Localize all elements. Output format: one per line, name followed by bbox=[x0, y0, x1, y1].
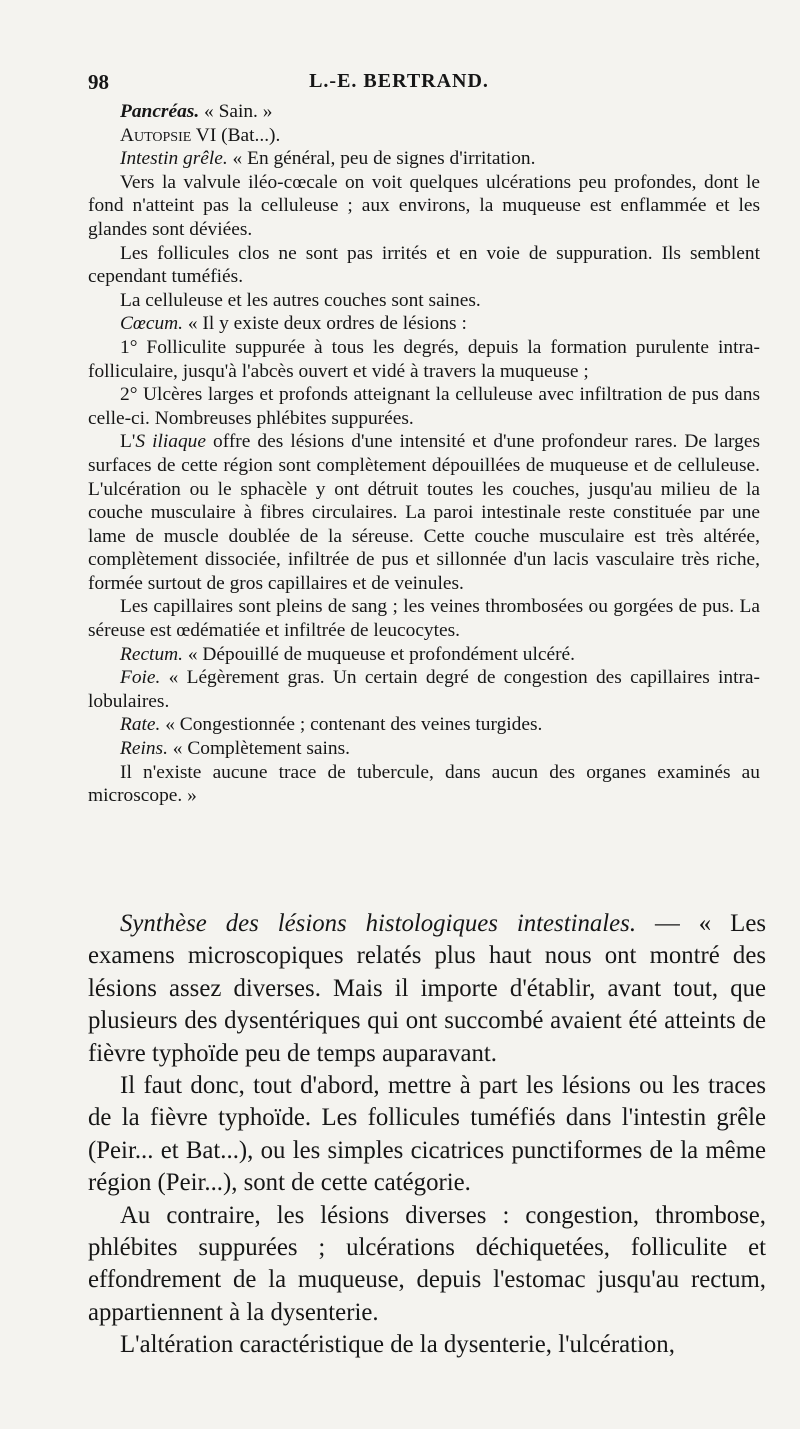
organ-heading: Rectum. bbox=[120, 643, 183, 665]
text-run: « Congestionnée ; contenant des veines turgides. bbox=[160, 714, 543, 736]
text-run: « Dépouillé de muqueuse et profondément ulcéré. bbox=[183, 643, 575, 665]
organ-heading: Rate. bbox=[120, 714, 161, 736]
text-run: offre des lésions d'une intensité et d'une profondeur rares. De larges surfaces de cette région sont complètement dépouillées de muqueuse et de celluleuse. L'ulcération ou le sphacèle y ont détruit toutes les couches, jusqu'au milieu de la couche musculaire à fibres circulaires. La paroi intestinale reste constituée par une lame de muscle doublée de la séreuse. Cette couche musculaire est très altérée, complètement dissociée, infiltrée de pus et sillonnée d'un lacis vasculaire très riche, formée surtout de gros capillaires et de veinules. bbox=[88, 431, 760, 594]
page-header bbox=[88, 70, 710, 98]
organ-heading: Reins. bbox=[120, 738, 168, 760]
paragraph: Au contraire, les lésions diverses : congestion, thrombose, phlébites suppurées ; ulcérations déchiquetées, folliculite et effondrement de la muqueuse, depuis l'estomac jusqu'au rectum, appartiennent à la dysenterie. bbox=[88, 1201, 766, 1326]
paragraph bbox=[88, 124, 760, 148]
paragraph bbox=[88, 713, 760, 737]
text-run: « Complètement sains. bbox=[167, 738, 350, 760]
paragraph bbox=[88, 643, 760, 667]
text-run: « Sain. » bbox=[199, 101, 273, 122]
organ-heading: S iliaque bbox=[135, 431, 206, 453]
running-head: L.-E. BERTRAND. bbox=[309, 70, 489, 92]
paragraph: 2° Ulcères larges et profonds atteignant la celluleuse avec infiltration de pus dans celle-ci. Nombreuses phlébites suppurées. bbox=[88, 384, 760, 429]
text-run: « Il y existe deux ordres de lésions : bbox=[183, 313, 467, 335]
paragraph: Les follicules clos ne sont pas irrités et en voie de suppuration. Ils semblent cependant tuméfiés. bbox=[88, 242, 760, 288]
organ-heading: Pancréas. bbox=[120, 101, 200, 122]
paragraph: Il n'existe aucune trace de tubercule, dans aucun des organes examinés au microscope. » bbox=[88, 761, 760, 807]
paragraph: Les capillaires sont pleins de sang ; les veines thrombosées ou gorgées de pus. La séreuse est œdématiée et infiltrée de leucocytes. bbox=[88, 596, 760, 642]
text-run: « Légèrement gras. Un certain degré de congestion des capillaires intra-lobulaires. bbox=[88, 667, 760, 712]
paragraph bbox=[88, 100, 760, 124]
autopsy-report-text bbox=[88, 100, 760, 808]
paragraph: L'altération caractéristique de la dysenterie, l'ulcération, bbox=[120, 1331, 675, 1359]
paragraph: La celluleuse et les autres couches sont saines. bbox=[120, 289, 481, 311]
organ-heading: Cœcum. bbox=[120, 313, 184, 335]
paragraph bbox=[88, 737, 760, 761]
paragraph bbox=[88, 312, 760, 336]
page-number: 98 bbox=[88, 70, 109, 94]
autopsy-heading: Autopsie bbox=[120, 124, 192, 146]
synthesis-section bbox=[88, 908, 766, 1362]
text-run: — « Les examens microscopiques relatés plus haut nous ont montré des lésions assez diverses. Mais il importe d'établir, avant tout, que plusieurs des dysentériques qui ont succombé avaient été atteints de fièvre typhoïde peu de temps auparavant. bbox=[88, 910, 766, 1067]
organ-heading: Intestin grêle. bbox=[120, 148, 228, 170]
text-run: L' bbox=[120, 431, 136, 453]
paragraph: 1° Folliculite suppurée à tous les degrés, depuis la formation purulente intra-folliculaire, jusqu'à l'abcès ouvert et vidé à travers la muqueuse ; bbox=[88, 336, 760, 382]
paragraph bbox=[88, 908, 766, 1070]
paragraph: Vers la valvule iléo-cœcale on voit quelques ulcérations peu profondes, dont le fond n'atteint pas la celluleuse ; aux environs, la muqueuse est enflammée et les glandes sont déviées. bbox=[88, 171, 760, 240]
organ-heading: Foie. bbox=[120, 667, 161, 689]
text-run: VI (Bat...). bbox=[191, 124, 281, 146]
paragraph: Il faut donc, tout d'abord, mettre à part les lésions ou les traces de la fièvre typhoïde. Les follicules tuméfiés dans l'intestin grêle (Peir... et Bat...), ou les simples cicatrices punctiformes de la même région (Peir...), sont de cette catégorie. bbox=[88, 1072, 766, 1197]
section-heading: Synthèse des lésions histologiques intestinales. bbox=[120, 910, 637, 937]
text-run: « En général, peu de signes d'irritation. bbox=[227, 148, 536, 170]
paragraph bbox=[88, 666, 760, 713]
paragraph bbox=[88, 430, 760, 595]
paragraph bbox=[88, 147, 760, 171]
